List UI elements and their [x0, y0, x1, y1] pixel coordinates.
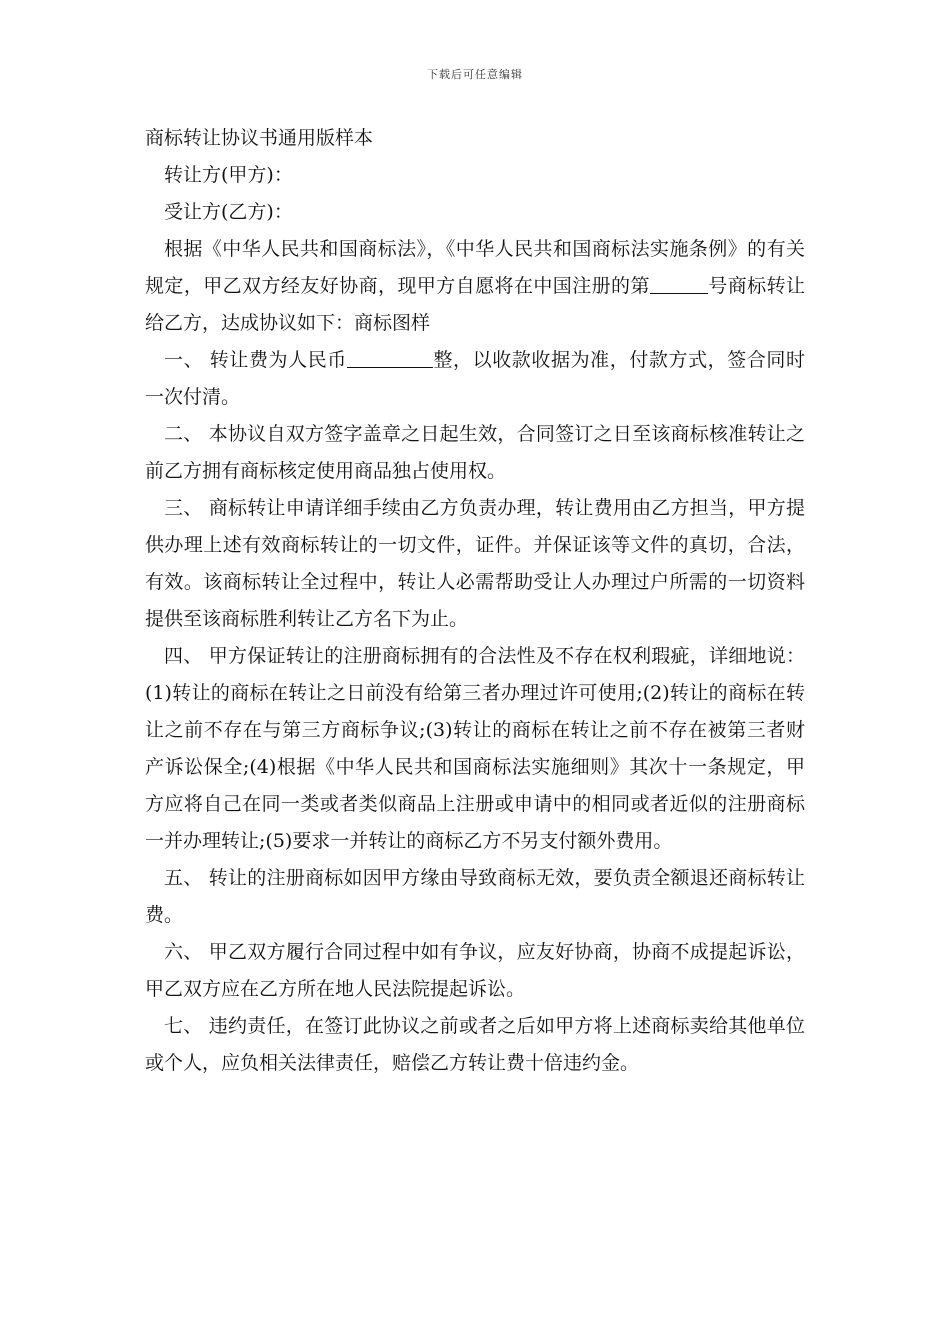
clause-4-paragraph: 四、 甲方保证转让的注册商标拥有的合法性及不存在权利瑕疵，详细地说：(1)转让的商标在转让之日前没有给第三者办理过许可使用;(2)转让的商标在转让之前不存在与第三方商标争议;(3)转让的商标在转让之前不存在被第三者财产诉讼保全;(4)根据《中华人民共和国商标法实施细则》其次十一条规定，甲方应将自己在同一类或者类似商品上注册或申请中的相同或者近似的注册商标一并办理转让;(5)要求一并转让的商标乙方不另支付额外费用。	[145, 645, 805, 852]
registration-number-blank	[650, 275, 708, 294]
clause-3-paragraph: 三、 商标转让申请详细手续由乙方负责办理，转让费用由乙方担当，甲方提供办理上述有效商标转让的一切文件，证件。并保证该等文件的真切，合法，有效。该商标转让全过程中，转让人必需帮助受让人办理过户所需的一切资料提供至该商标胜利转让乙方名下为止。	[145, 497, 805, 630]
document-title: 商标转让协议书通用版样本	[145, 127, 374, 149]
clause-1-paragraph	[145, 342, 805, 416]
clause-1-text-2: 整，以收款收据为准，付款方式，签合同时一次付清。	[145, 349, 805, 408]
document-body	[145, 120, 805, 1082]
party-b-line: 受让方(乙方)：	[164, 201, 293, 223]
intro-text-1: 根据《中华人民共和国商标法》，《中华人民共和国商标法实施条例》的有关规定，甲乙双方经友好协商，现甲方自愿将在中国注册的第	[145, 238, 805, 297]
clause-7-paragraph: 七、 违约责任，在签订此协议之前或者之后如甲方将上述商标卖给其他单位或个人，应负相关法律责任，赔偿乙方转让费十倍违约金。	[145, 1015, 805, 1074]
clause-6-paragraph: 六、 甲乙双方履行合同过程中如有争议，应友好协商，协商不成提起诉讼，甲乙双方应在乙方所在地人民法院提起诉讼。	[145, 941, 805, 1000]
party-a-line: 转让方(甲方)：	[164, 164, 293, 186]
transfer-fee-blank	[347, 349, 433, 368]
clause-5-paragraph: 五、 转让的注册商标如因甲方缘由导致商标无效，要负责全额退还商标转让费。	[145, 867, 805, 926]
header-note: 下载后可任意编辑	[427, 68, 523, 81]
clause-1-text-1: 一、 转让费为人民币	[164, 349, 347, 371]
intro-paragraph	[145, 231, 805, 342]
clause-2-paragraph: 二、 本协议自双方签字盖章之日起生效，合同签订之日至该商标核准转让之前乙方拥有商标核定使用商品独占使用权。	[145, 423, 805, 482]
intro-text-2: 号商标转让给乙方，达成协议如下：商标图样	[145, 275, 805, 334]
